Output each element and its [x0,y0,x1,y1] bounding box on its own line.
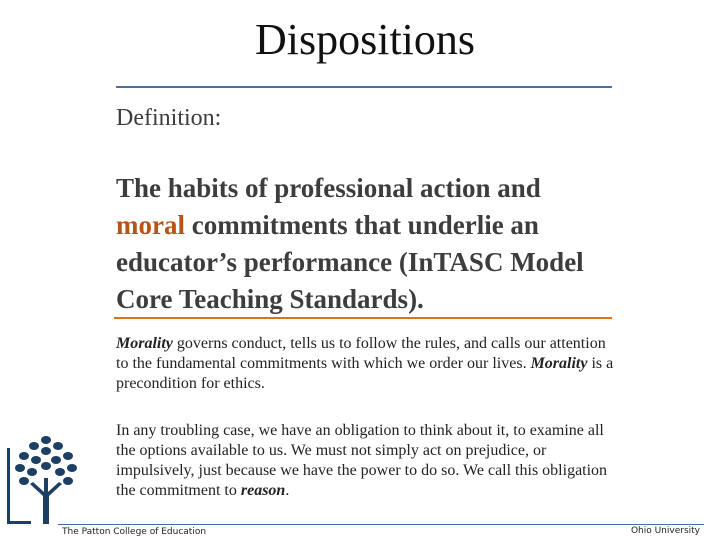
morality-term: Morality [116,335,173,352]
definition-part-1: The habits of professional action and [116,173,541,203]
footer-university-name: Ohio University [630,526,700,536]
footer-college-name: The Patton College of Education [62,527,207,537]
definition-text [116,170,616,318]
definition-accent-word: moral [116,210,185,240]
footer-divider [58,524,704,525]
definition-part-3: commitments that underlie an educator’s performance (In [116,210,539,277]
definition-label: Definition: [116,105,222,131]
tree-icon [6,434,84,526]
morality-text-1: governs conduct, tells us to follow the rules, and calls our attention to the fundamental commitments with which we order our lives. [116,335,606,372]
slide-title: Dispositions [254,15,476,64]
reason-text-1: In any troubling case, we have an obligation to think about it, to examine all the options available to us. We must not simply act on prejudice, or impulsively, just because we have the power to do so. We call this obligation the commitment to [116,422,608,499]
definition-divider [114,317,612,319]
reason-term: reason [240,482,286,499]
morality-paragraph [116,334,616,394]
title-divider [116,86,612,88]
definition-part-4: TASC Model Core Teaching Standards). [116,247,584,314]
morality-text-2: is a precondition for ethics. [116,355,614,392]
reason-paragraph [116,421,616,501]
morality-term-2: Morality [530,355,588,372]
reason-text-2: . [285,482,290,499]
